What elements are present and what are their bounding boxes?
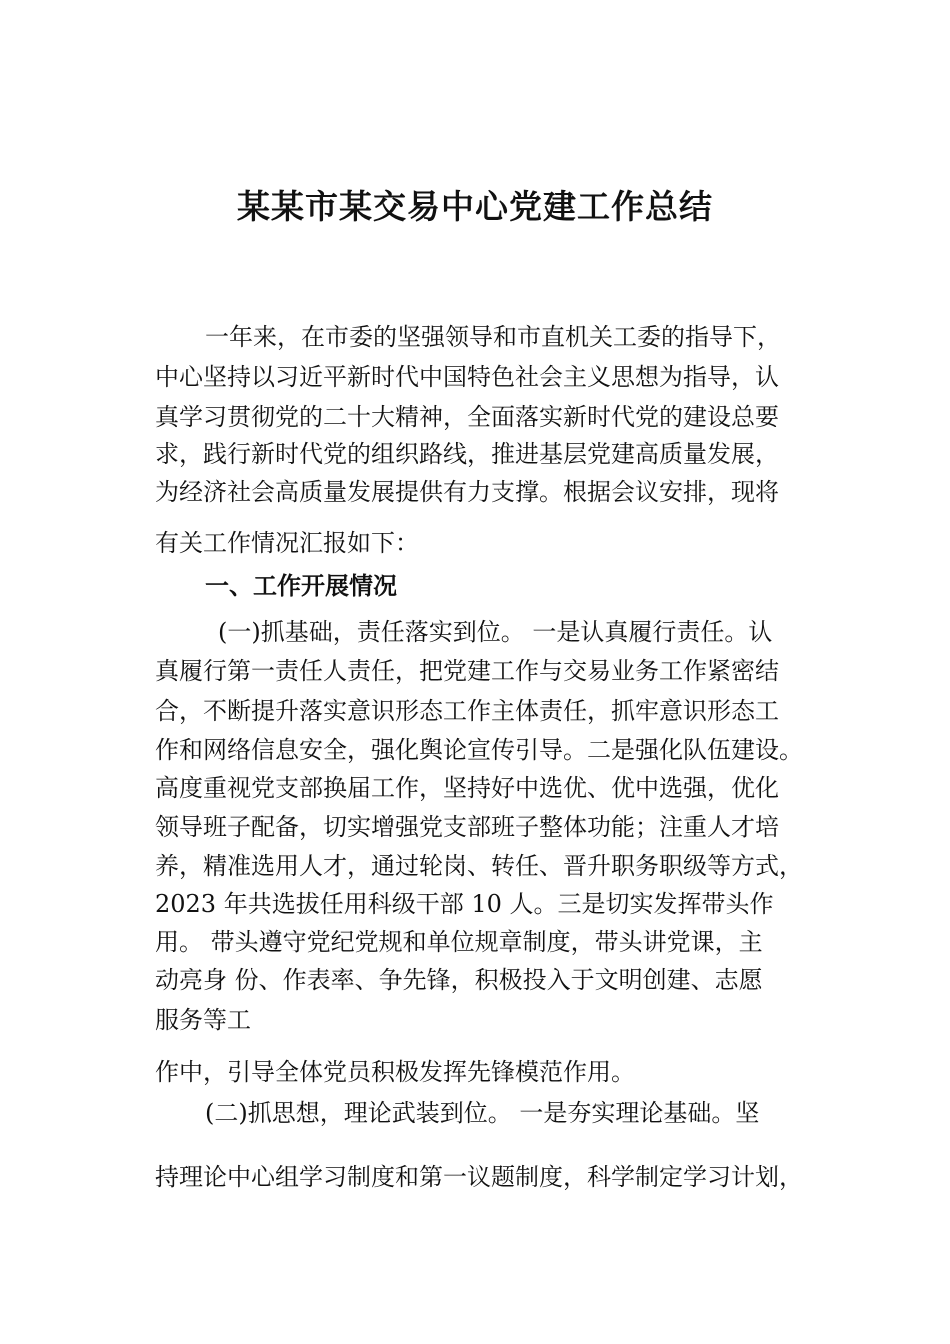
text-line: 领导班子配备，切实增强党支部班子整体功能；注重人才培 bbox=[155, 813, 779, 841]
text-line: 有关工作情况汇报如下： bbox=[155, 529, 419, 557]
text-line: 用。 带头遵守党纪党规和单位规章制度，带头讲党课，主 bbox=[155, 928, 763, 956]
text-line: 作和网络信息安全，强化舆论宣传引导。二是强化队伍建设。 bbox=[155, 736, 803, 764]
text-line: 求，践行新时代党的组织路线，推进基层党建高质量发展， bbox=[155, 440, 779, 468]
text-line: (二)抓思想，理论武装到位。 一是夯实理论基础。坚 bbox=[205, 1099, 760, 1127]
text-line: 动亮身 份、作表率、争先锋，积极投入于文明创建、志愿 bbox=[155, 966, 763, 994]
document-title: 某某市某交易中心党建工作总结 bbox=[237, 187, 713, 226]
text-line: (一)抓基础，责任落实到位。 一是认真履行责任。认 bbox=[218, 618, 773, 646]
text-line: 中心坚持以习近平新时代中国特色社会主义思想为指导，认 bbox=[155, 363, 779, 391]
text-line: 2023 年共选拔任用科级干部 10 人。三是切实发挥带头作 bbox=[155, 890, 774, 918]
text-line: 为经济社会高质量发展提供有力支撑。根据会议安排，现将 bbox=[155, 478, 779, 506]
text-line: 合，不断提升落实意识形态工作主体责任，抓牢意识形态工 bbox=[155, 697, 779, 725]
text-line: 持理论中心组学习制度和第一议题制度，科学制定学习计划， bbox=[155, 1163, 803, 1191]
text-line: 养，精准选用人才，通过轮岗、转任、晋升职务职级等方式， bbox=[155, 852, 803, 880]
text-line: 一年来，在市委的坚强领导和市直机关工委的指导下， bbox=[205, 323, 781, 351]
text-line: 作中，引导全体党员积极发挥先锋模范作用。 bbox=[155, 1058, 635, 1086]
text-line: 真学习贯彻党的二十大精神，全面落实新时代党的建设总要 bbox=[155, 403, 779, 431]
section-heading: 一、工作开展情况 bbox=[205, 572, 397, 600]
text-line: 服务等工 bbox=[155, 1006, 251, 1034]
text-line: 真履行第一责任人责任，把党建工作与交易业务工作紧密结 bbox=[155, 657, 779, 685]
text-line: 高度重视党支部换届工作，坚持好中选优、优中选强，优化 bbox=[155, 774, 779, 802]
